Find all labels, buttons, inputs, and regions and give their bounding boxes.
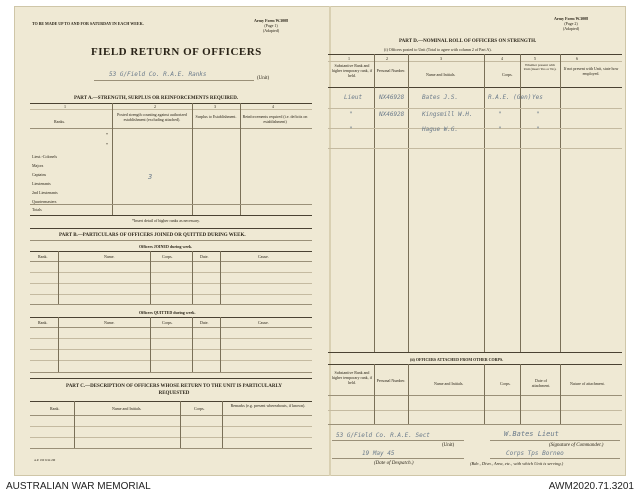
form-id-line: (Page 1)	[264, 23, 278, 28]
part-c-heading	[44, 383, 304, 397]
asterisk: *	[106, 132, 108, 137]
col-number: 1	[64, 104, 66, 109]
d-header-employed: If not present with Unit, state how employed.	[563, 66, 619, 76]
joined-header-corps: Corps.	[162, 254, 173, 259]
lieutenants-count: 3	[148, 173, 153, 181]
form-id-line: (Page 2)	[564, 21, 578, 26]
part-c-heading-line: PART C.—DESCRIPTION OF OFFICERS WHOSE RETURN TO THE UNIT IS PARTICULARLY	[66, 384, 282, 389]
rank-totals: Totals	[32, 207, 42, 212]
part-a-header-ranks: Ranks.	[54, 119, 65, 124]
col-number: 6	[576, 56, 578, 61]
part-b-heading: PART B.—PARTICULARS OF OFFICERS JOINED OR QUITTED DURING WEEK.	[59, 233, 246, 238]
d-header-corps: Corps.	[502, 72, 513, 77]
roll-rank: "	[349, 126, 353, 133]
col-number: 3	[440, 56, 442, 61]
col-number: 5	[534, 56, 536, 61]
joined-header-rank: Rank.	[38, 254, 48, 259]
joined-heading: Officers JOINED during week.	[139, 244, 193, 249]
d-header-name: Name and Initials.	[426, 72, 456, 77]
roll-rank: "	[349, 111, 353, 118]
part-c-header-remarks: Remarks (e.g. present whereabouts, if known).	[230, 403, 306, 408]
signature-label: (Signature of Commander.)	[549, 443, 604, 448]
asterisk: *	[106, 142, 108, 147]
rank-quartermasters: Quartermasters	[32, 199, 57, 204]
col-number: 4	[272, 104, 274, 109]
form-id-line: Army Form W.3008	[254, 18, 289, 23]
rank-captains: Captains	[32, 172, 46, 177]
roll-name: Bates J.S.	[422, 94, 459, 101]
unit-label-right: (Unit)	[442, 443, 455, 448]
roll-corps: "	[498, 111, 502, 118]
unit-handwritten-left: 53 G/Field Co. R.A.E. Ranks	[109, 71, 207, 78]
part-c-heading-line: REQUESTED	[158, 391, 190, 396]
d-header-rank: Substantive Rank and higher temporary rank, if held.	[331, 63, 373, 78]
form-id-line: (Adapted)	[262, 28, 280, 33]
instruction-text: TO BE MADE UP TO AND FOR SATURDAY IN EACH WEEK.	[32, 21, 144, 26]
form-id-left	[254, 18, 288, 33]
caption-accession: AWM2020.71.3201	[548, 481, 634, 492]
form-id-line: Army Form W.3008	[554, 16, 589, 21]
part-c-header-rank: Rank.	[50, 406, 60, 411]
rank-majors: Majors	[32, 163, 44, 168]
att-header-name: Name and Initials.	[434, 381, 464, 386]
col-number: 2	[154, 104, 156, 109]
roll-name: Hague W.G.	[422, 126, 459, 133]
roll-name: Kingsmill W.H.	[422, 111, 473, 118]
joined-header-date: Date.	[200, 254, 209, 259]
quitted-header-corps: Corps.	[162, 320, 173, 325]
part-a-header-posted: Posted strength counting against authorized establishment (excluding attached).	[117, 112, 187, 122]
att-header-number: Personal Number.	[376, 378, 406, 383]
rank-lieut-colonels: Lieut.-Colonels	[32, 154, 57, 159]
ranks-list	[32, 152, 58, 206]
rank-lieutenants: Lieutenants	[32, 181, 51, 186]
formation-label: (Bde., Divn., Area, etc., with which Unit is serving.)	[470, 461, 564, 466]
part-d-subheading: (i) Officers posted to Unit (Total to agree with column 2 of Part A).	[384, 47, 492, 52]
att-header-corps: Corps.	[500, 381, 511, 386]
part-a-header-surplus: Surplus to Establishment.	[195, 114, 237, 119]
form-sheet	[14, 6, 626, 476]
att-header-rank: Substantive Rank and higher temporary rank, if held.	[331, 370, 373, 385]
col-number: 1	[348, 56, 350, 61]
quitted-header-cause: Cause.	[258, 320, 269, 325]
attached-heading: (ii) OFFICERS ATTACHED FROM OTHER CORPS.	[410, 357, 504, 362]
rank-2nd-lieutenants: 2nd Lieutenants	[32, 190, 58, 195]
form-id-right	[554, 16, 588, 31]
col-number: 4	[501, 56, 503, 61]
att-header-nature: Nature of attachment.	[570, 381, 605, 386]
caption-source: AUSTRALIAN WAR MEMORIAL	[6, 481, 151, 492]
unit-handwritten-right: 53 G/Field Co. R.A.E. Sect	[336, 432, 430, 439]
form-id-line: (Adapted)	[562, 26, 580, 31]
date-label: (Date of Despatch.)	[374, 461, 414, 466]
part-c-header-corps: Corps.	[194, 406, 205, 411]
form-title: FIELD RETURN OF OFFICERS	[91, 46, 262, 58]
quitted-header-date: Date.	[200, 320, 209, 325]
printer-note: A.P. 190 9/44 2M	[34, 458, 56, 462]
part-a-heading: PART A.—STRENGTH, SURPLUS OR REINFORCEMENTS REQUIRED.	[74, 96, 239, 101]
part-a-note: *Insert detail of higher ranks as necessary.	[132, 218, 200, 223]
formation-handwritten: Corps Tps Borneo	[506, 450, 564, 457]
quitted-header-rank: Rank.	[38, 320, 48, 325]
roll-number: NX46928	[379, 94, 405, 101]
roll-present: Yes	[532, 94, 543, 101]
roll-corps: "	[498, 126, 502, 133]
d-header-present: Whether present with Unit (insert Yes or No).	[523, 63, 557, 71]
col-number: 3	[214, 104, 216, 109]
col-number: 2	[386, 56, 388, 61]
part-a-header-reinforcements: Reinforcements required (i.e. deficits on establishment)	[242, 114, 308, 124]
part-d-heading: PART D.—NOMINAL ROLL OF OFFICERS ON STRENGTH.	[399, 39, 537, 44]
roll-rank: Lieut	[344, 94, 363, 101]
signature-handwritten: W.Bates Lieut	[504, 430, 559, 438]
joined-header-name: Name.	[104, 254, 115, 259]
unit-label-left: (Unit)	[257, 76, 270, 81]
roll-number: NX46928	[379, 111, 405, 118]
roll-corps: R.A.E. (Gen)	[488, 94, 532, 101]
quitted-header-name: Name.	[104, 320, 115, 325]
roll-present: "	[536, 111, 540, 118]
caption-bar	[0, 476, 640, 495]
quitted-heading: Officers QUITTED during week.	[139, 310, 196, 315]
att-header-date: Date of attachment.	[531, 378, 551, 388]
roll-present: "	[536, 126, 540, 133]
d-header-number: Personal Number.	[376, 68, 406, 73]
date-handwritten: 19 May 45	[362, 450, 395, 457]
part-c-header-name: Name and Initials.	[112, 406, 142, 411]
joined-header-cause: Cause.	[258, 254, 269, 259]
